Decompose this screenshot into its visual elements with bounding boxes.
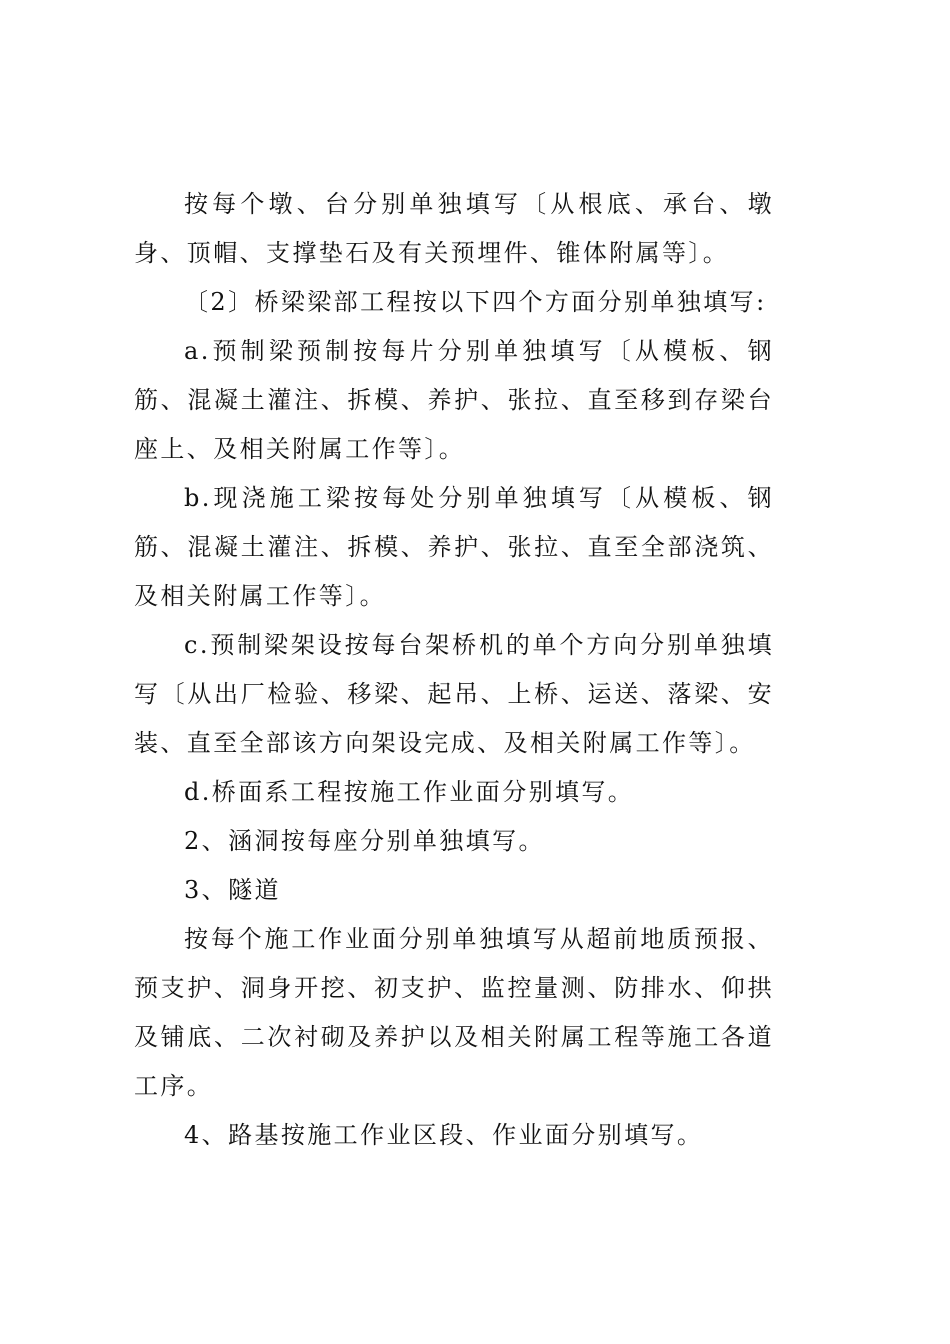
paragraph-pier-abutment: 按每个墩、台分别单独填写〔从根底、承台、墩身、顶帽、支撑垫石及有关预埋件、锥体附属等〕。: [134, 190, 774, 267]
paragraph-item-a-precast-beam: a.预制梁预制按每片分别单独填写〔从模板、钢筋、混凝土灌注、拆模、养护、张拉、直至移到存梁台座上、及相关附属工作等〕。: [134, 337, 774, 463]
paragraph-subgrade: 4、路基按施工作业区段、作业面分别填写。: [184, 1121, 704, 1149]
paragraph-tunnel-body: 按每个施工作业面分别单独填写从超前地质预报、预支护、洞身开挖、初支护、监控量测、防排水、仰拱及铺底、二次衬砌及养护以及相关附属工程等施工各道工序。: [134, 925, 774, 1100]
paragraph-item-b-cast-in-place: b.现浇施工梁按每处分别单独填写〔从模板、钢筋、混凝土灌注、拆模、养护、张拉、直至全部浇筑、及相关附属工作等〕。: [134, 484, 774, 610]
paragraph-item-d-deck-system: d.桥面系工程按施工作业面分别填写。: [184, 778, 635, 806]
paragraph-beam-works-heading: 〔2〕桥梁梁部工程按以下四个方面分别单独填写:: [184, 288, 767, 316]
paragraph-tunnel-heading: 3、隧道: [184, 876, 281, 904]
paragraph-culvert: 2、涵洞按每座分别单独填写。: [184, 827, 545, 855]
document-body: [134, 180, 774, 1160]
paragraph-item-c-beam-erection: c.预制梁架设按每台架桥机的单个方向分别单独填写〔从出厂检验、移梁、起吊、上桥、运送、落梁、安装、直至全部该方向架设完成、及相关附属工作等〕。: [134, 631, 774, 757]
